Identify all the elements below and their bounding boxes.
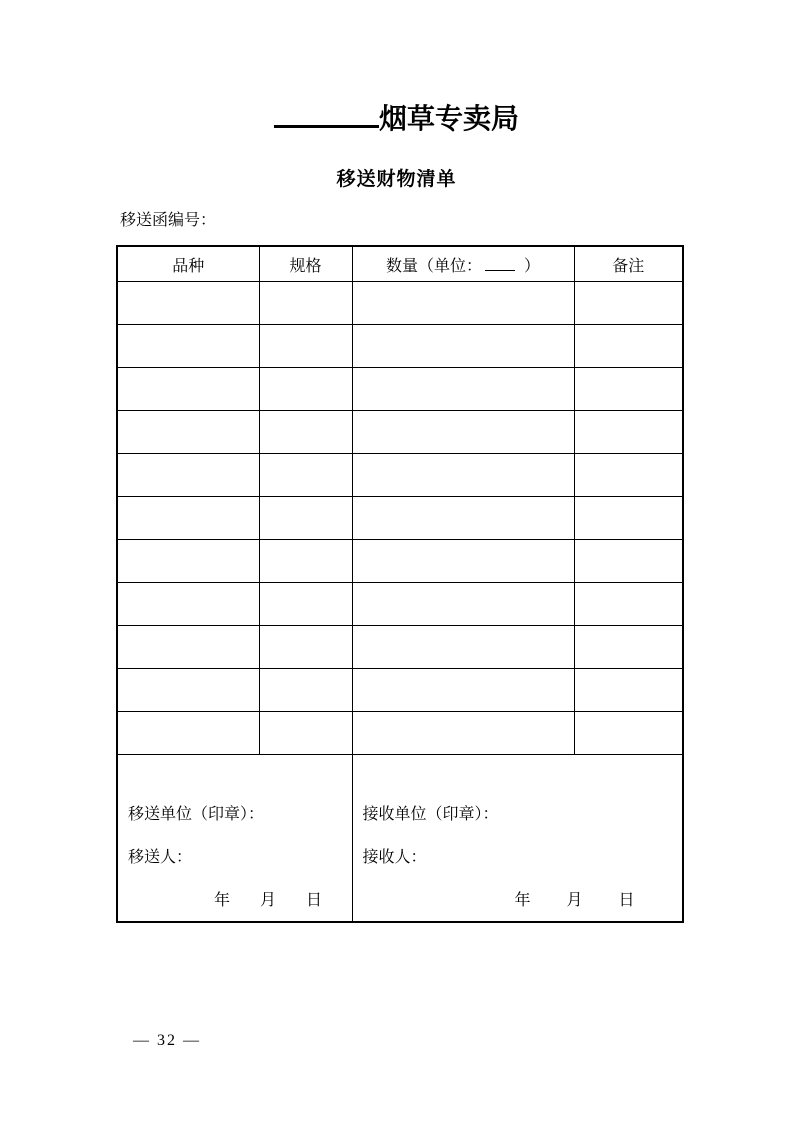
empty-cell: [352, 497, 574, 540]
empty-cell: [352, 411, 574, 454]
empty-cell: [574, 368, 683, 411]
empty-cell: [574, 712, 683, 755]
page-number: — 32 —: [133, 1032, 201, 1049]
document-subtitle: 移送财物清单: [336, 169, 457, 190]
header-variety: 品种: [117, 246, 259, 282]
transfer-person-label: 移送人：: [128, 849, 193, 866]
receive-signature-cell: [352, 755, 683, 923]
header-row: [117, 246, 683, 282]
header-quantity: [352, 246, 574, 282]
empty-row: [117, 626, 683, 669]
empty-row: [117, 325, 683, 368]
title-org-text: 烟草专卖局: [378, 104, 519, 135]
empty-cell: [259, 669, 352, 712]
empty-cell: [574, 411, 683, 454]
transfer-month-label: 月: [260, 892, 277, 909]
empty-row: [117, 282, 683, 325]
empty-cell: [117, 368, 259, 411]
empty-cell: [574, 325, 683, 368]
transfer-day-label: 日: [306, 892, 323, 909]
empty-cell: [352, 282, 574, 325]
empty-cell: [352, 325, 574, 368]
empty-row: [117, 540, 683, 583]
empty-cell: [117, 282, 259, 325]
title-blank-line: [274, 125, 379, 128]
empty-cell: [259, 497, 352, 540]
receive-date-line: [515, 887, 675, 910]
empty-cell: [259, 583, 352, 626]
empty-cell: [574, 497, 683, 540]
table-header: [117, 246, 683, 282]
receive-unit-label: 接收单位（印章）：: [362, 806, 499, 823]
empty-cell: [117, 583, 259, 626]
empty-cell: [117, 540, 259, 583]
empty-cell: [352, 626, 574, 669]
transfer-date-line: [214, 887, 344, 910]
table-body: [117, 282, 683, 755]
transfer-signature-cell: [117, 755, 352, 923]
table-footer: [117, 755, 683, 923]
empty-cell: [259, 540, 352, 583]
header-spec: 规格: [259, 246, 352, 282]
empty-cell: [117, 454, 259, 497]
empty-row: [117, 497, 683, 540]
empty-cell: [574, 583, 683, 626]
empty-cell: [574, 669, 683, 712]
unit-blank-line: [485, 270, 515, 271]
empty-cell: [352, 712, 574, 755]
empty-row: [117, 712, 683, 755]
receive-year-label: 年: [514, 892, 531, 909]
empty-cell: [259, 282, 352, 325]
empty-cell: [117, 497, 259, 540]
empty-cell: [117, 411, 259, 454]
empty-row: [117, 411, 683, 454]
empty-cell: [259, 368, 352, 411]
empty-row: [117, 368, 683, 411]
empty-row: [117, 583, 683, 626]
empty-row: [117, 669, 683, 712]
empty-cell: [117, 669, 259, 712]
empty-cell: [117, 712, 259, 755]
header-remarks: 备注: [574, 246, 683, 282]
receive-month-label: 月: [566, 892, 583, 909]
empty-cell: [352, 368, 574, 411]
signature-row: [117, 755, 683, 923]
transfer-year-label: 年: [214, 892, 231, 909]
quantity-label-suffix: ）: [524, 257, 541, 275]
empty-cell: [117, 626, 259, 669]
transferred-property-table: [116, 245, 684, 923]
receive-day-label: 日: [618, 892, 635, 909]
quantity-label-prefix: 数量（单位：: [385, 257, 482, 275]
receive-person-label: 接收人：: [362, 849, 427, 866]
empty-cell: [259, 454, 352, 497]
empty-cell: [352, 583, 574, 626]
empty-cell: [259, 626, 352, 669]
empty-cell: [259, 325, 352, 368]
empty-cell: [259, 411, 352, 454]
ref-number-label: 移送函编号：: [120, 212, 217, 229]
empty-cell: [574, 540, 683, 583]
empty-cell: [574, 282, 683, 325]
empty-cell: [352, 454, 574, 497]
empty-cell: [352, 540, 574, 583]
empty-cell: [259, 712, 352, 755]
empty-cell: [352, 669, 574, 712]
empty-cell: [117, 325, 259, 368]
transfer-unit-label: 移送单位（印章）：: [128, 806, 265, 823]
document-title: [0, 103, 793, 137]
empty-cell: [574, 626, 683, 669]
empty-cell: [574, 454, 683, 497]
empty-row: [117, 454, 683, 497]
